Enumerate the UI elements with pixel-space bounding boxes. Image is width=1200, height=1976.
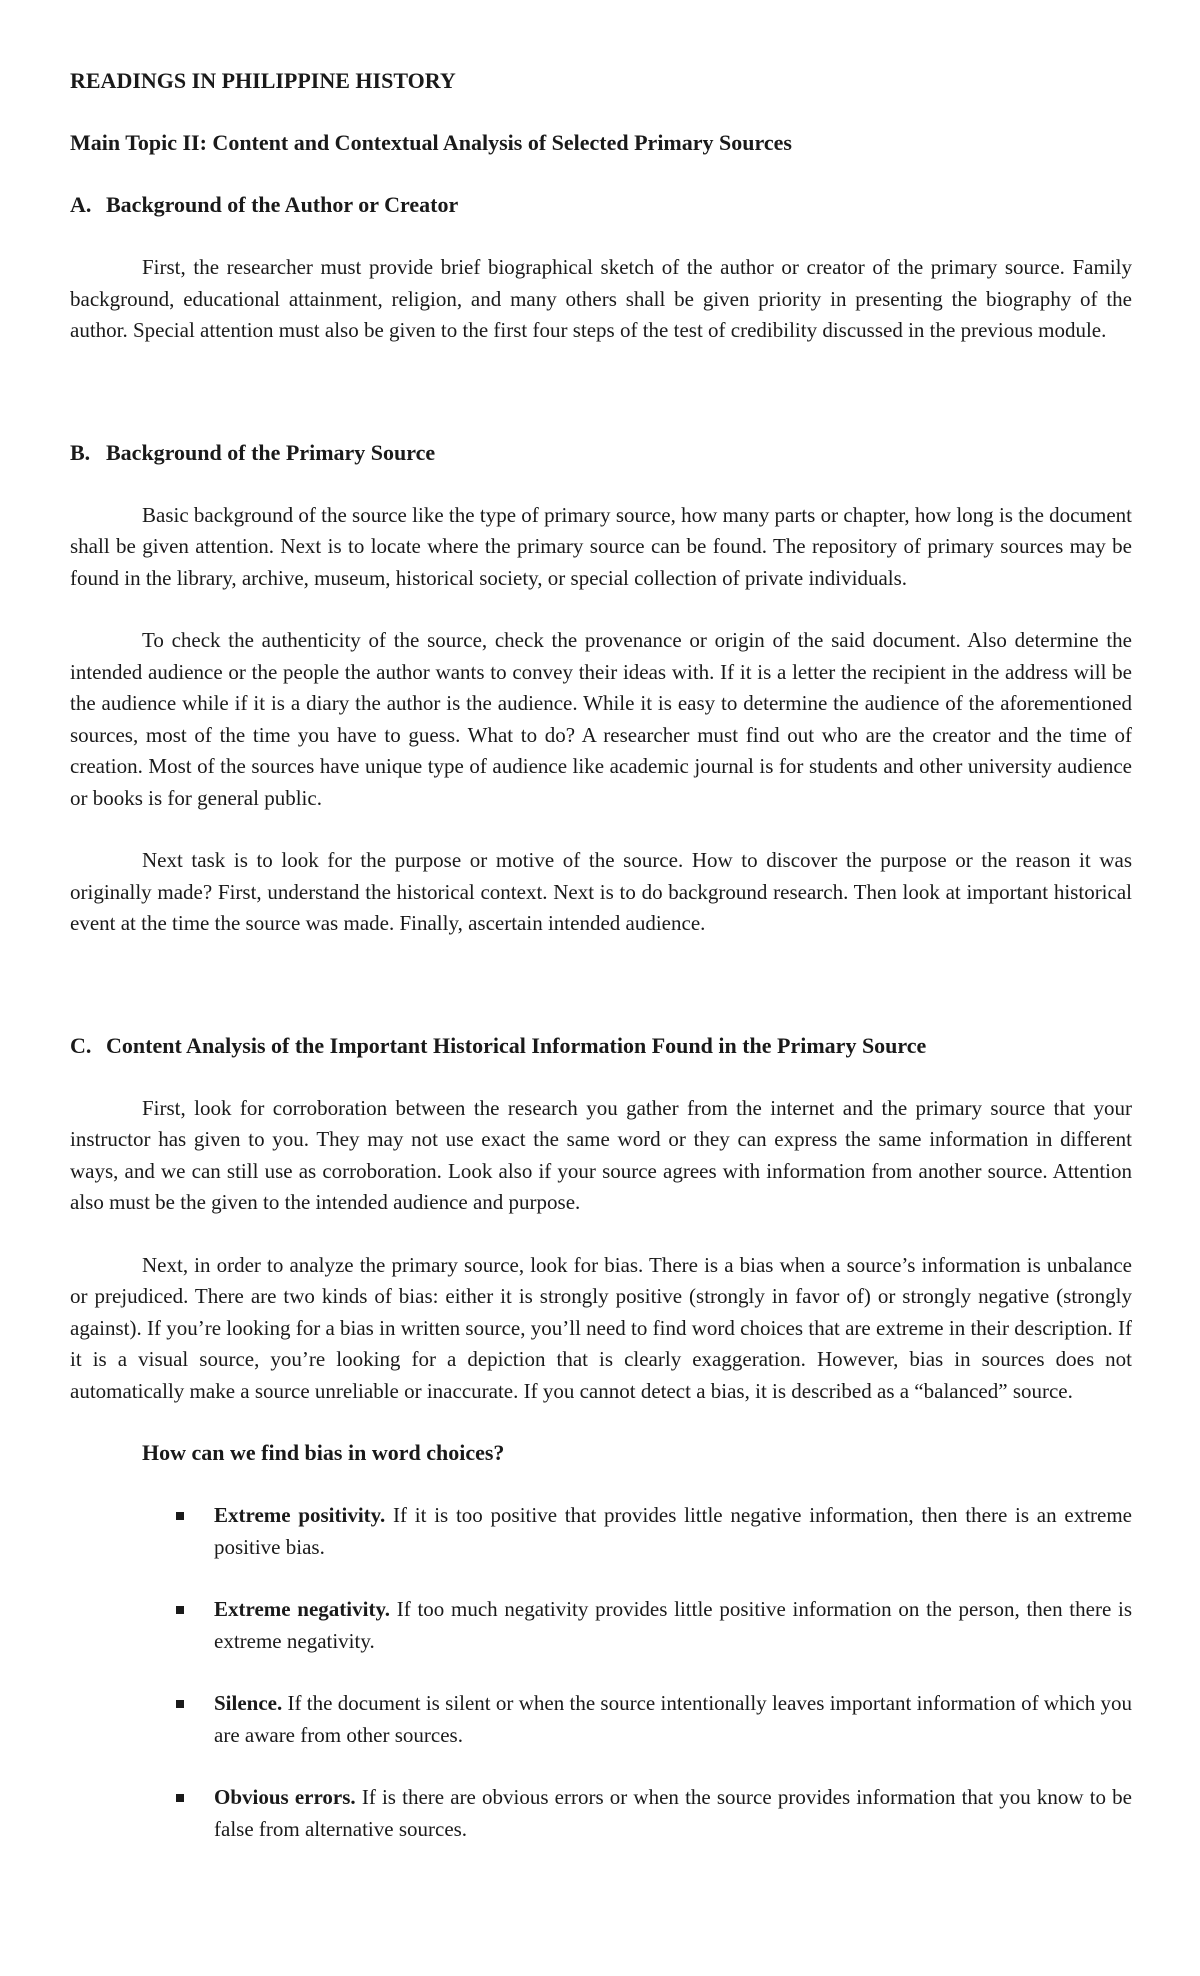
bullet-text: If the document is silent or when the source intentionally leaves important information of which you are aware from other sources. [214, 1691, 1132, 1747]
bias-subheading: How can we find bias in word choices? [142, 1440, 505, 1465]
bullet-text: If too much negativity provides little positive information on the person, then there is extreme negativity. [214, 1597, 1133, 1653]
section-c-letter: C. [70, 1032, 92, 1058]
section-spacer [70, 378, 1132, 438]
section-c-heading [70, 1031, 1132, 1061]
square-bullet-icon [176, 1794, 184, 1802]
bias-list [70, 1500, 1132, 1845]
list-item [142, 1782, 1132, 1845]
bullet-term: Extreme positivity. [214, 1503, 394, 1527]
square-bullet-icon [176, 1700, 184, 1708]
section-spacer [70, 971, 1132, 1031]
section-a-paragraph: First, the researcher must provide brief biographical sketch of the author or creator of the primary source. Family background, educational attainment, religion, and many others shall be given priority in presenting the biography of the author. Special attention must also be given to the first four steps of the test of credibility discussed in the previous module. [70, 255, 1132, 342]
section-a-letter: A. [70, 192, 92, 217]
section-b-heading [70, 438, 1132, 468]
section-c-title: Content Analysis of the Important Historical Information Found in the Primary Source [106, 1032, 927, 1058]
bullet-term: Silence. [214, 1691, 288, 1715]
document-page [70, 66, 1132, 1876]
bullet-text: If is there are obvious errors or when the source provides information that you know to be false from alternative sources. [214, 1785, 1132, 1841]
bullet-term: Obvious errors. [214, 1785, 362, 1809]
bullet-term: Extreme negativity. [214, 1597, 397, 1621]
square-bullet-icon [176, 1512, 184, 1520]
section-c-paragraph: Next, in order to analyze the primary source, look for bias. There is a bias when a source’s information is unbalance or prejudiced. There are two kinds of bias: either it is strongly positive (strongly in favor of) or strongly negative (strongly against). If you’re looking for a bias in written source, you’ll need to find word choices that are extreme in their description. If it is a visual source, you’re looking for a depiction that is clearly exaggeration. However, bias in sources does not automatically make a source unreliable or inaccurate. If you cannot detect a bias, it is described as a “balanced” source. [70, 1252, 1132, 1403]
section-b-title: Background of the Primary Source [106, 439, 436, 465]
section-c-paragraph: First, look for corroboration between the research you gather from the internet and the primary source that your instructor has given to you. They may not use exact the same word or they can express the same information in different ways, and we can still use as corroboration. Look also if your source agrees with information from another source. Attention also must be the given to the intended audience and purpose. [70, 1095, 1132, 1214]
section-a-title: Background of the Author or Creator [106, 192, 459, 217]
list-item [142, 1594, 1132, 1657]
bullet-text: If it is too positive that provides little negative information, then there is an extreme positive bias. [214, 1503, 1132, 1559]
square-bullet-icon [176, 1606, 184, 1614]
list-item [142, 1500, 1132, 1563]
section-b-paragraph: Next task is to look for the purpose or motive of the source. How to discover the purpose or the reason it was originally made? First, understand the historical context. Next is to do background research. Then look at important historical event at the time the source was made. Finally, ascertain intended audience. [70, 848, 1132, 935]
document-title: READINGS IN PHILIPPINE HISTORY [70, 68, 456, 93]
main-topic-heading: Main Topic II: Content and Contextual Analysis of Selected Primary Sources [70, 130, 792, 155]
section-b-paragraph: To check the authenticity of the source, check the provenance or origin of the said document. Also determine the intended audience or the people the author wants to convey their ideas with. If it is a letter the recipient in the address will be the audience while if it is a diary the author is the audience. While it is easy to determine the audience of the aforementioned sources, most of the time you have to guess. What to do? A researcher must find out who are the creator and the time of creation. Most of the sources have unique type of audience like academic journal is for students and other university audience or books is for general public. [70, 628, 1132, 810]
list-item [142, 1688, 1132, 1751]
section-b-letter: B. [70, 439, 91, 465]
section-b-paragraph: Basic background of the source like the type of primary source, how many parts or chapter, how long is the document shall be given attention. Next is to locate where the primary source can be found. The repository of primary sources may be found in the library, archive, museum, historical society, or special collection of private individuals. [70, 502, 1132, 590]
section-a-heading [70, 190, 1132, 220]
